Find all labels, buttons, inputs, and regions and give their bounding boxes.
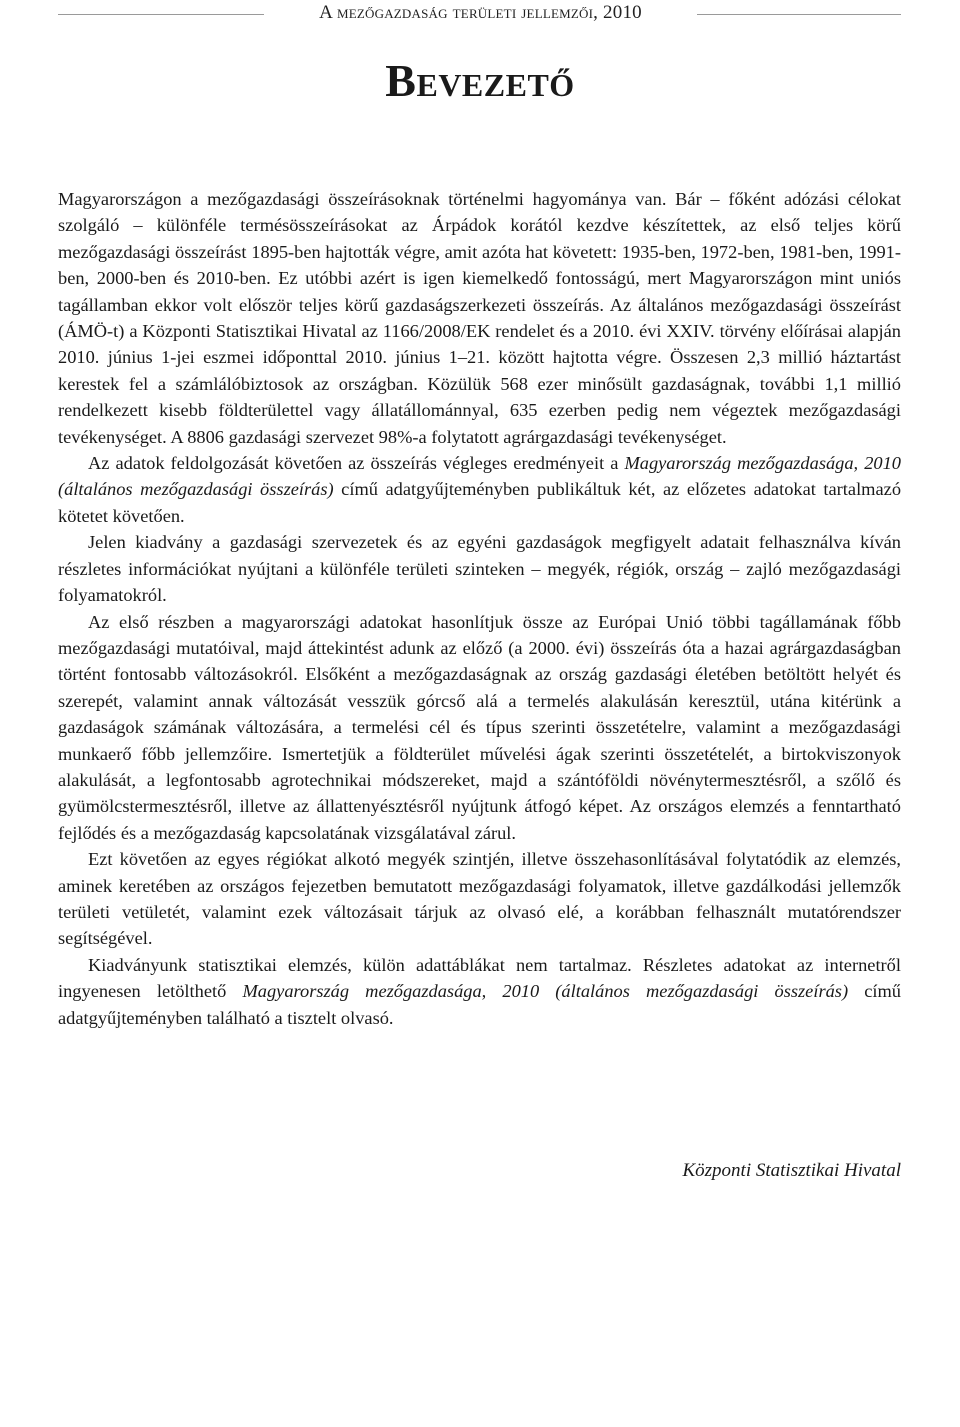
paragraph-1: Magyarországon a mezőgazdasági összeírásoknak történelmi hagyománya van. Bár – főként adózási célokat szolgáló – különféle termésösszeírásokat az Árpádok korától kezdve készítettek, az első teljes körű mezőgazdasági összeírást 1895-ben hajtották végre, amit azóta hat követett: 1935-ben, 1972-ben, 1981-ben, 1991-ben, 2000-ben és 2010-ben. Ez utóbbi azért is igen kiemelkedő fontosságú, mert Magyarországon mint uniós tagállamban ekkor volt először teljes körű gazdaságszerkezeti összeírás. Az általános mezőgazdasági összeírást (ÁMÖ-t) a Központi Statisztikai Hivatal az 1166/2008/EK rendelet és a 2010. évi XXIV. törvény előírásai alapján 2010. június 1-jei eszmei időponttal 2010. június 1–21. között hajtotta végre. Összesen 2,3 millió háztartást kerestek fel a számlálóbiztosok az országban. Közülük 568 ezer minősült gazdaságnak, további 1,1 millió rendelkezett kisebb földterülettel vagy állatállománnyal, 635 ezerben pedig nem végeztek mezőgazdasági tevékenységet. A 8806 gazdasági szervezet 98%-a folytatott agrárgazdasági tevékenységet. — [58, 189, 901, 447]
header-rule-right — [697, 14, 901, 15]
paragraph-6 — [58, 952, 901, 1031]
running-head — [0, 0, 960, 28]
paragraph-2 — [58, 450, 901, 529]
body-text — [58, 186, 901, 1031]
paragraph-4: Az első részben a magyarországi adatokat hasonlítjuk össze az Európai Unió többi tagállamának főbb mezőgazdasági mutatóival, majd áttekintést adunk az előző (a 2000. évi) összeírás óta a hazai agrárgazdaságban történt fontosabb változásokról. Elsőként a mezőgazdaságnak az ország gazdasági életében betöltött helyét és szerepét, valamint annak változását vesszük górcső alá a termelés alakulásán keresztül, utána kitérünk a gazdaságok számának változására, a termelési cél és típus szerinti összetételre, valamint a mezőgazdasági munkaerő főbb jellemzőire. Ismertetjük a földterület művelési ágak szerinti összetételét, a birtokviszonyok alakulását, a legfontosabb agrotechnikai módszereket, majd a szántóföldi növénytermesztésről, a szőlő és gyümölcstermesztésről, illetve az állattenyésztésről nyújtunk átfogó képet. Az országos elemzés a fenntartható fejlődés és a mezőgazdaság kapcsolatának vizsgálatával zárul. — [58, 611, 901, 843]
publication-title: Magyarország mezőgazdasága, 2010 (általános mezőgazdasági összeírás) — [58, 453, 901, 500]
publication-title-2: Magyarország mezőgazdasága, 2010 (általános mezőgazdasági összeírás) — [242, 981, 849, 1002]
header-rule-left — [58, 14, 264, 15]
paragraph-6-text-b: című adatgyűjteményben található a tisztelt olvasó. — [58, 981, 901, 1028]
running-head-title: A mezőgazdaság területi jellemzői, 2010 — [319, 2, 642, 23]
signature: Központi Statisztikai Hivatal — [682, 1160, 901, 1181]
paragraph-2-text-b: című adatgyűjteményben publikáltuk két, az előzetes adatokat tartalmazó kötetet követően. — [58, 479, 902, 526]
chapter-title: Bevezető — [385, 55, 575, 106]
paragraph-3: Jelen kiadvány a gazdasági szervezetek és az egyéni gazdaságok megfigyelt adatait felhasználva kíván részletes információkat nyújtani a különféle területi szinteken – megyék, régiók, ország – zajló mezőgazdasági folyamatokról. — [58, 532, 901, 606]
paragraph-6-text-a: Kiadványunk statisztikai elemzés, külön adattáblákat nem tartalmaz. Részletes adatokat az internetről ingyenesen letölthető — [58, 954, 901, 1002]
paragraph-2-text-a: Az adatok feldolgozását követően az összeírás végleges eredményeit a — [88, 453, 625, 474]
paragraph-5: Ezt követően az egyes régiókat alkotó megyék szintjén, illetve összehasonlításával folytatódik az elemzés, aminek keretében az országos fejezetben bemutatott mezőgazdasági folyamatok, illetve gazdálkodási jellemzők területi vetületét, valamint ezek változásait tárjuk az olvasó elé, a korábban felhasznált mutatórendszer segítségével. — [58, 849, 901, 949]
